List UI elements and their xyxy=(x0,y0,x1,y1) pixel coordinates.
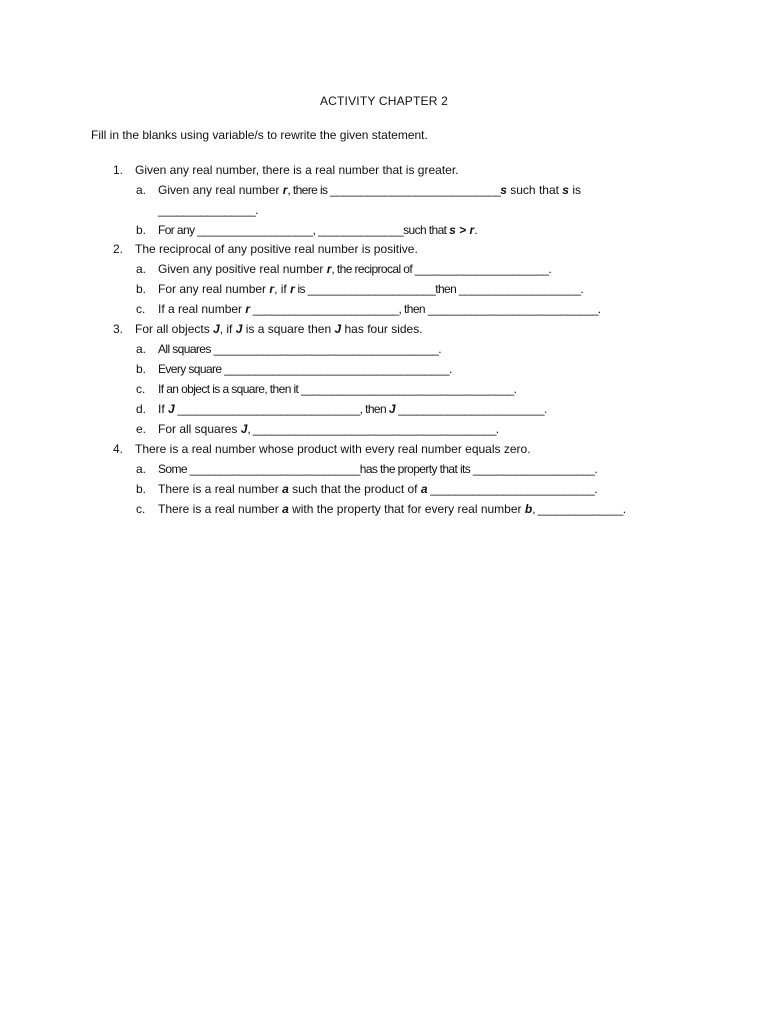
variable: r xyxy=(269,282,275,296)
text-part: , if xyxy=(274,282,291,296)
text-part: , if xyxy=(219,322,236,336)
item-3a-text: All squares _____________________________________. xyxy=(158,342,441,356)
blank-line: is _____________________then ____________________. xyxy=(294,282,584,296)
item-3b-text: Every square _____________________________________. xyxy=(158,362,452,376)
item-3-statement xyxy=(135,322,423,336)
text-part: such that the product of xyxy=(288,482,421,496)
blank-line: ________________________, then ____________________________. xyxy=(250,302,601,316)
text-part: is a square then xyxy=(242,322,335,336)
text-part: has four sides. xyxy=(341,322,423,336)
item-1a-letter: a. xyxy=(136,183,147,197)
page-title: ACTIVITY CHAPTER 2 xyxy=(319,94,449,108)
text-part: Given any real number xyxy=(158,183,283,197)
text-part: For any real number xyxy=(158,282,270,296)
text-part: For all squares xyxy=(158,422,241,436)
text-part: . xyxy=(474,223,478,237)
item-4b-text xyxy=(158,482,597,496)
text-part: Given any positive real number xyxy=(158,262,327,276)
variable: r xyxy=(245,302,251,316)
item-4a-letter: a. xyxy=(136,462,147,476)
blank-line: , there is ____________________________ xyxy=(287,183,501,197)
item-2c-letter: c. xyxy=(136,302,146,316)
variable: r xyxy=(282,183,288,197)
item-2b-text xyxy=(158,282,583,296)
item-3c-text: If an object is a square, then it ___________________________________. xyxy=(158,382,517,396)
variable: J xyxy=(168,402,175,416)
text-part: If a real number xyxy=(158,302,246,316)
text-part: There is a real number xyxy=(158,482,283,496)
blank-line: ______________________________, then xyxy=(174,402,389,416)
text-part: with the property that for every real number xyxy=(288,502,525,516)
text-part: There is a real number xyxy=(158,502,283,516)
variable: J xyxy=(388,402,396,416)
item-2c-text xyxy=(158,302,601,316)
item-2-statement: The reciprocal of any positive real number is positive. xyxy=(135,242,418,256)
text-part: is xyxy=(568,183,581,197)
item-3d-text xyxy=(158,402,547,416)
blank-line: , the reciprocal of ______________________. xyxy=(331,262,552,276)
variable: a xyxy=(282,482,289,496)
item-4a-text: Some ____________________________has the property that its ____________________. xyxy=(158,462,598,476)
variable: s xyxy=(500,183,507,197)
item-3-number: 3. xyxy=(113,322,124,336)
instructions: Fill in the blanks using variable/s to rewrite the given statement. xyxy=(91,128,428,142)
variable: a xyxy=(420,482,428,496)
variable: r xyxy=(326,262,332,276)
item-4c-text xyxy=(158,502,625,516)
item-4-number: 4. xyxy=(113,442,124,456)
blank-line: ________________________. xyxy=(395,402,547,416)
item-2a-letter: a. xyxy=(136,262,147,276)
text-part: For all objects xyxy=(135,322,214,336)
item-1a-text xyxy=(158,183,581,197)
item-4-statement: There is a real number whose product with every real number equals zero. xyxy=(135,442,531,456)
item-1b-letter: b. xyxy=(136,223,147,237)
item-3a-letter: a. xyxy=(136,342,147,356)
item-2b-letter: b. xyxy=(136,282,147,296)
item-4c-letter: c. xyxy=(136,502,146,516)
variable: J xyxy=(240,422,248,436)
variable: J xyxy=(334,322,342,336)
item-1a-continuation: ________________. xyxy=(158,203,258,217)
variable: s xyxy=(562,183,569,197)
blank-line: , ________________________________________. xyxy=(247,422,499,436)
item-3e-letter: e. xyxy=(136,422,147,436)
variable: J xyxy=(235,322,243,336)
item-2-number: 2. xyxy=(113,242,124,256)
item-3e-text xyxy=(158,422,499,436)
variable: r xyxy=(290,282,295,296)
item-3c-letter: c. xyxy=(136,382,146,396)
text-part: If xyxy=(158,402,169,416)
variable: a xyxy=(282,502,289,516)
blank-line: , ______________. xyxy=(532,502,626,516)
variable: s > r xyxy=(449,223,475,237)
item-3b-letter: b. xyxy=(136,362,147,376)
item-1b-text xyxy=(158,223,478,237)
blank-line: For any ___________________, ______________such that xyxy=(158,223,450,237)
blank-line: ___________________________. xyxy=(427,482,597,496)
item-1-statement: Given any real number, there is a real number that is greater. xyxy=(135,163,459,177)
item-1-number: 1. xyxy=(113,163,124,177)
variable: b xyxy=(524,502,533,516)
item-3d-letter: d. xyxy=(136,402,147,416)
text-part: such that xyxy=(506,183,563,197)
variable: J xyxy=(213,322,220,336)
item-2a-text xyxy=(158,262,551,276)
item-4b-letter: b. xyxy=(136,482,147,496)
